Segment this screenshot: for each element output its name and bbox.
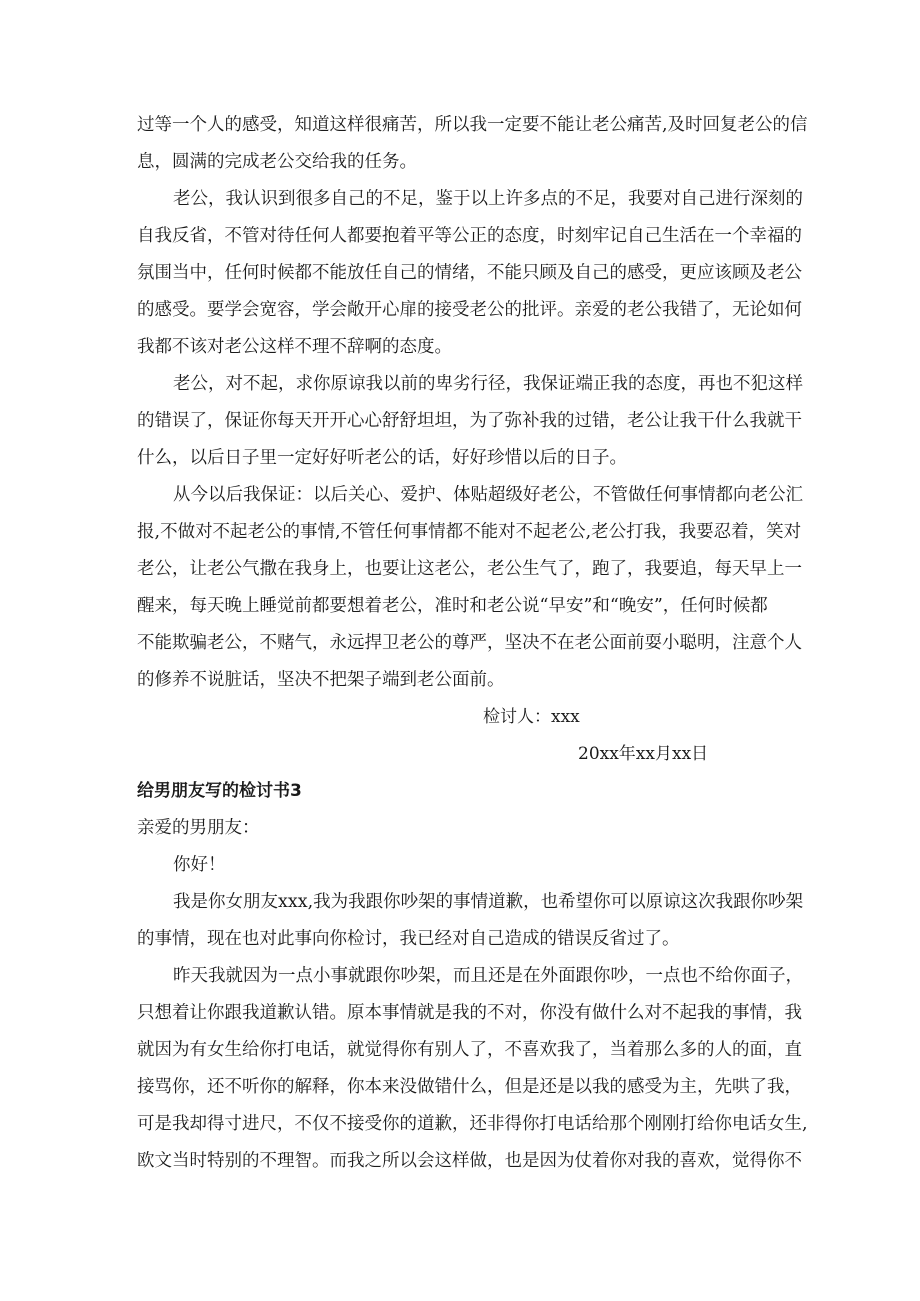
paragraph-1-line: 过等一个人的感受，知道这样很痛苦，所以我一定要不能让老公痛苦,及时回复老公的信 xyxy=(137,115,808,135)
paragraph-3-line: 的错误了，保证你每天开开心心舒舒坦坦，为了弥补我的过错，老公让我干什么我就干 xyxy=(137,411,802,431)
paragraph-3-line: 什么，以后日子里一定好好听老公的话，好好珍惜以后的日子。 xyxy=(137,448,627,468)
paragraph-4-line: 从今以后我保证：以后关心、爱护、体贴超级好老公，不管做任何事情都向老公汇 xyxy=(173,485,803,505)
paragraph-4-line: 的修养不说脏话，坚决不把架子端到老公面前。 xyxy=(137,670,505,690)
paragraph-2-line: 我都不该对老公这样不理不辞啊的态度。 xyxy=(137,337,452,357)
paragraph-6-line: 接骂你，还不听你的解释，你本来没做错什么，但是还是以我的感受为主，先哄了我， xyxy=(137,1077,802,1097)
salutation: 亲爱的男朋友： xyxy=(137,818,260,838)
paragraph-5-line: 的事情，现在也对此事向你检讨，我已经对自己造成的错误反省过了。 xyxy=(137,929,680,949)
paragraph-6-line: 可是我却得寸进尺，不仅不接受你的道歉，还非得你打电话给那个刚刚打给你电话女生, xyxy=(137,1114,808,1134)
paragraph-4-line: 不能欺骗老公，不赌气，永远捍卫老公的尊严，坚决不在老公面前耍小聪明，注意个人 xyxy=(137,633,802,653)
paragraph-6-line: 昨天我就因为一点小事就跟你吵架，而且还是在外面跟你吵，一点也不给你面子， xyxy=(173,966,803,986)
greeting: 你好！ xyxy=(173,855,226,875)
paragraph-5-line: 我是你女朋友xxx,我为我跟你吵架的事情道歉，也希望你可以原谅这次我跟你吵架 xyxy=(173,892,804,912)
paragraph-6-line: 欧文当时特别的不理智。而我之所以会这样做，也是因为仗着你对我的喜欢，觉得你不 xyxy=(137,1151,802,1171)
paragraph-2-line: 自我反省，不管对待任何人都要抱着平等公正的态度，时刻牢记自己生活在一个幸福的 xyxy=(137,226,802,246)
section-heading: 给男朋友写的检讨书3 xyxy=(137,781,302,801)
paragraph-2-line: 的感受。要学会宽容，学会敞开心扉的接受老公的批评。亲爱的老公我错了，无论如何 xyxy=(137,300,802,320)
signature-date: 20xx年xx月xx日 xyxy=(578,744,709,764)
paragraph-2-line: 氛围当中，任何时候都不能放任自己的情绪，不能只顾及自己的感受，更应该顾及老公 xyxy=(137,263,802,283)
paragraph-4-line: 报,不做对不起老公的事情,不管任何事情都不能对不起老公,老公打我，我要忍着，笑对 xyxy=(137,522,802,542)
paragraph-6-line: 只想着让你跟我道歉认错。原本事情就是我的不对，你没有做什么对不起我的事情，我 xyxy=(137,1003,802,1023)
paragraph-3-line: 老公，对不起，求你原谅我以前的卑劣行径，我保证端正我的态度，再也不犯这样 xyxy=(173,374,803,394)
paragraph-4-line: 醒来，每天晚上睡觉前都要想着老公，准时和老公说“早安”和“晚安”，任何时候都 xyxy=(137,596,768,616)
paragraph-4-line: 老公，让老公气撒在我身上，也要让这老公，老公生气了，跑了，我要追，每天早上一 xyxy=(137,559,802,579)
paragraph-1-line: 息，圆满的完成老公交给我的任务。 xyxy=(137,152,417,172)
signer-name: 检讨人：xxx xyxy=(483,707,580,727)
paragraph-2-line: 老公，我认识到很多自己的不足，鉴于以上许多点的不足，我要对自己进行深刻的 xyxy=(173,189,803,209)
paragraph-6-line: 就因为有女生给你打电话，就觉得你有别人了，不喜欢我了，当着那么多的人的面，直 xyxy=(137,1040,802,1060)
